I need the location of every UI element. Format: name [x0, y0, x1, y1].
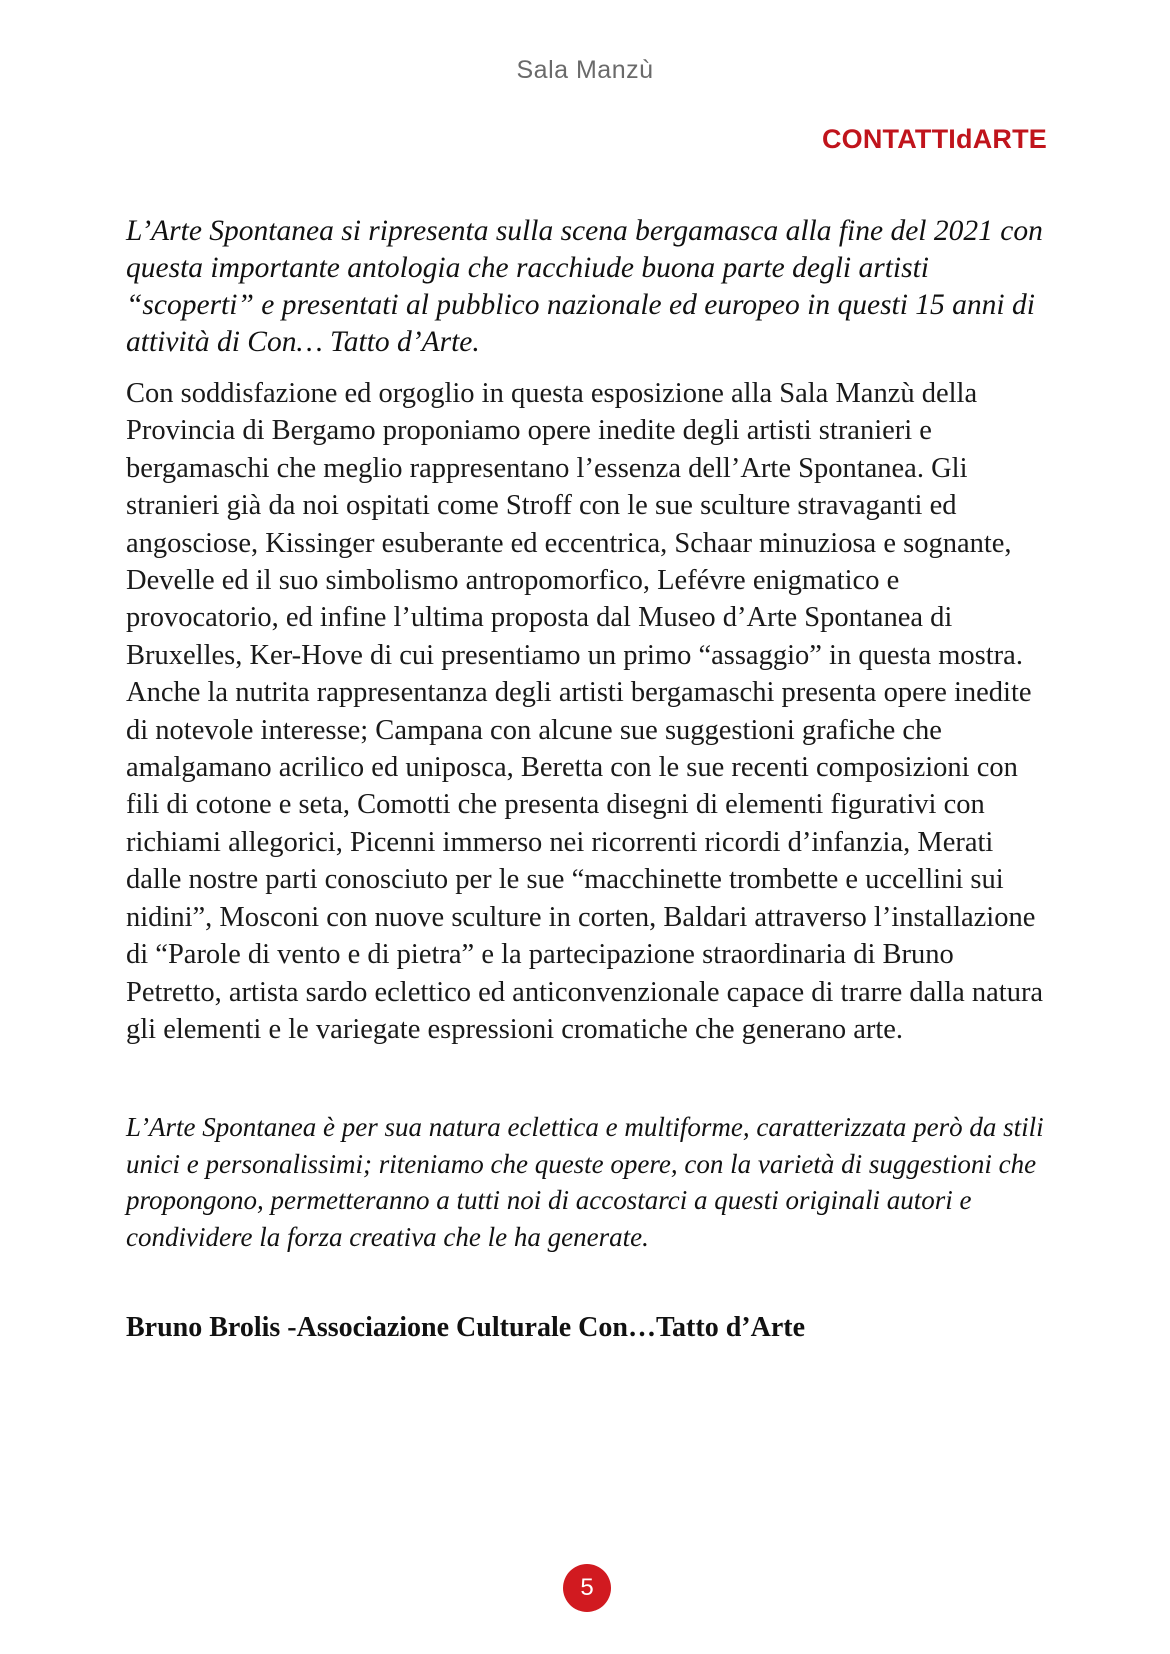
brand-title: CONTATTIdARTE [821, 124, 1047, 154]
intro-paragraph: L’Arte Spontanea si ripresenta sulla scena bergamasca alla fine del 2021 con questa importante antologia che racchiude buona parte degli artisti “scoperti” e presentati al pubblico nazionale ed europeo in questi 15 anni di attività di Con… Tatto d’Arte. [126, 215, 1043, 358]
page-number: 5 [580, 1574, 594, 1601]
main-content [126, 213, 1046, 1344]
body-paragraph: Con soddisfazione ed orgoglio in questa esposizione alla Sala Manzù della Provincia di Bergamo proponiamo opere inedite degli artisti stranieri e bergamaschi che meglio rappresentano l’essenza dell’Arte Spontanea. Gli stranieri già da noi ospitati come Stroff con le sue sculture stravaganti ed angosciose, Kissinger esuberante ed eccentrica, Schaar minuziosa e sognante, Develle ed il suo simbolismo antropomorfico, Lefévre enigmatico e provocatorio, ed infine l’ultima proposta dal Museo d’Arte Spontanea di Bruxelles, Ker-Hove di cui presentiamo un primo “assaggio” in questa mostra. Anche la nutrita rappresentanza degli artisti bergamaschi presenta opere inedite di notevole interesse; Campana con alcune sue suggestioni grafiche che amalgamano acrilico ed uniposca, Beretta con le sue recenti composizioni con fili di cotone e seta, Comotti che presenta disegni di elementi figurativi con richiami allegorici, Picenni immerso nei ricorrenti ricordi d’infanzia, Merati dalle nostre parti conosciuto per le sue “macchinette trombette e uccellini sui nidini”, Mosconi con nuove sculture in corten, Baldari attraverso l’installazione di “Parole di vento e di pietra” e la partecipazione straordinaria di Bruno Petretto, artista sardo eclettico ed anticonvenzionale capace di trarre dalla natura gli elementi e le variegate espressioni cromatiche che generano arte. [126, 378, 1044, 1045]
signature: Bruno Brolis -Associazione Culturale Con…Tatto d’Arte [126, 1312, 805, 1344]
closing-paragraph: L’Arte Spontanea è per sua natura eclettica e multiforme, caratterizzata però da stili unici e personalissimi; riteniamo che queste opere, con la varietà di suggestioni che propongono, permetteranno a tutti noi di accostarci a questi originali autori e condividere la forza creativa che le ha generate. [126, 1112, 1044, 1252]
page-number-badge [563, 1564, 611, 1612]
running-header: Sala Manzù [516, 56, 654, 84]
